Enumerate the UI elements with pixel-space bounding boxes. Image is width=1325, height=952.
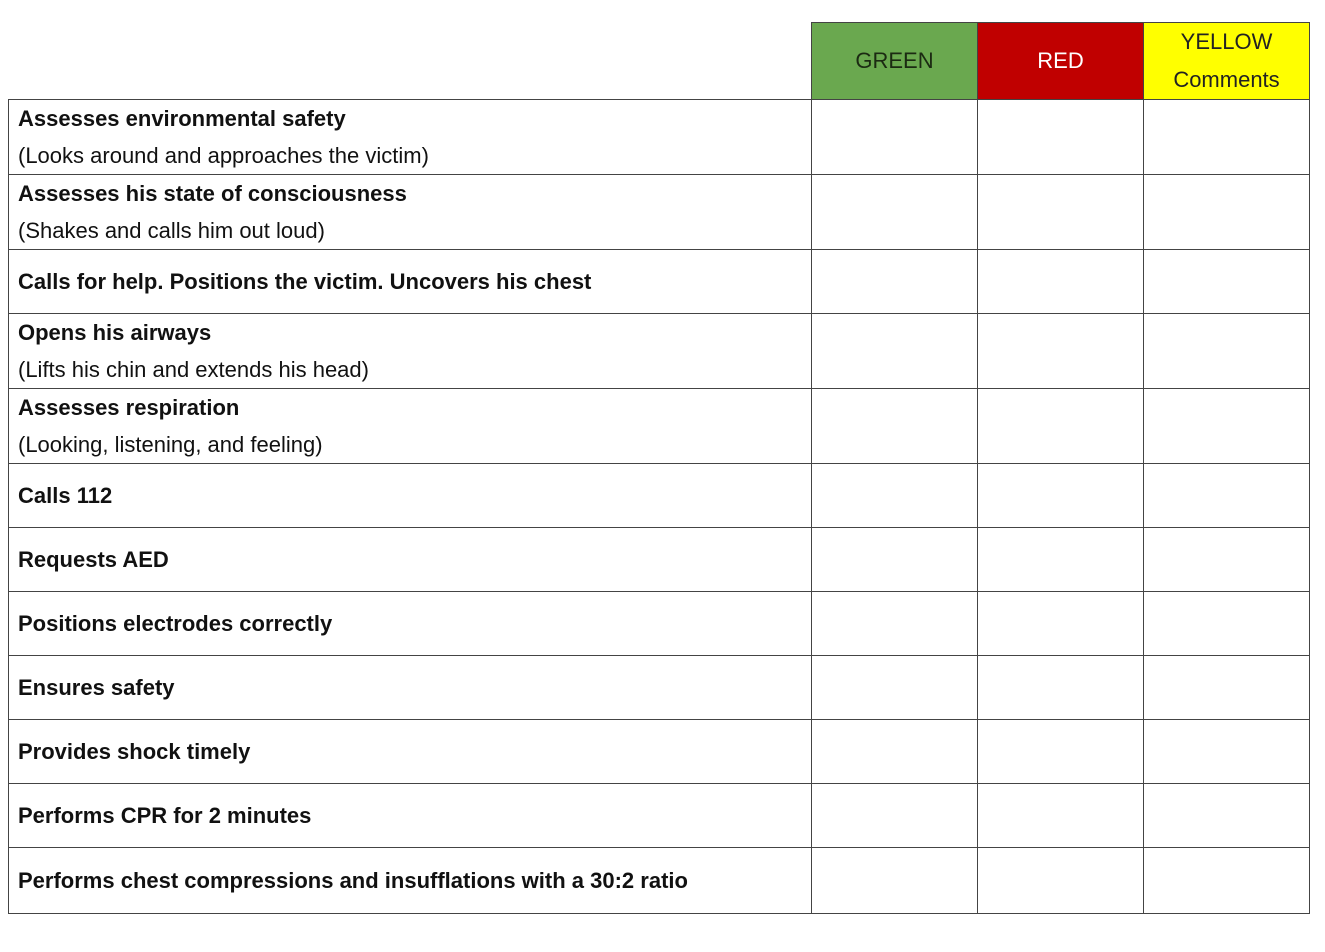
yellow-comment-cell[interactable] <box>1144 656 1310 720</box>
item-title: Calls for help. Positions the victim. Uncovers his chest <box>18 269 592 294</box>
green-cell[interactable] <box>812 656 978 720</box>
red-cell[interactable] <box>978 250 1144 314</box>
item-title: Performs chest compressions and insufflations with a 30:2 ratio <box>18 868 688 893</box>
item-cell <box>9 464 812 528</box>
checklist-row <box>9 314 1310 389</box>
red-cell[interactable] <box>978 100 1144 175</box>
yellow-header-label: YELLOW <box>1180 29 1273 54</box>
item-title: Positions electrodes correctly <box>18 611 333 636</box>
item-title: Assesses his state of consciousness <box>18 181 407 206</box>
green-cell[interactable] <box>812 592 978 656</box>
red-cell[interactable] <box>978 720 1144 784</box>
yellow-comment-cell[interactable] <box>1144 175 1310 250</box>
item-title: Calls 112 <box>18 483 113 508</box>
item-cell <box>9 720 812 784</box>
green-cell[interactable] <box>812 528 978 592</box>
item-title: Requests AED <box>18 547 169 572</box>
blank-header-cell <box>9 23 812 100</box>
checklist-row <box>9 100 1310 175</box>
item-title: Performs CPR for 2 minutes <box>18 803 312 828</box>
item-cell <box>9 314 812 389</box>
item-cell <box>9 389 812 464</box>
item-cell <box>9 100 812 175</box>
item-title: Provides shock timely <box>18 739 251 764</box>
red-cell[interactable] <box>978 389 1144 464</box>
yellow-comment-cell[interactable] <box>1144 464 1310 528</box>
green-cell[interactable] <box>812 389 978 464</box>
item-cell <box>9 592 812 656</box>
yellow-comment-cell[interactable] <box>1144 528 1310 592</box>
yellow-comment-cell[interactable] <box>1144 250 1310 314</box>
checklist-row <box>9 720 1310 784</box>
item-cell <box>9 528 812 592</box>
green-cell[interactable] <box>812 250 978 314</box>
item-detail: (Looking, listening, and feeling) <box>18 432 323 457</box>
green-cell[interactable] <box>812 100 978 175</box>
yellow-comment-cell[interactable] <box>1144 592 1310 656</box>
red-cell[interactable] <box>978 848 1144 914</box>
green-header-label: GREEN <box>855 48 934 73</box>
item-title: Assesses environmental safety <box>18 106 346 131</box>
yellow-comment-cell[interactable] <box>1144 100 1310 175</box>
red-cell[interactable] <box>978 464 1144 528</box>
checklist-row <box>9 175 1310 250</box>
item-detail: (Shakes and calls him out loud) <box>18 218 325 243</box>
green-cell[interactable] <box>812 784 978 848</box>
yellow-column-header <box>1144 23 1310 100</box>
assessment-checklist-table <box>8 22 1310 914</box>
item-cell <box>9 848 812 914</box>
green-cell[interactable] <box>812 464 978 528</box>
red-cell[interactable] <box>978 175 1144 250</box>
green-cell[interactable] <box>812 720 978 784</box>
checklist-row <box>9 528 1310 592</box>
checklist-row <box>9 250 1310 314</box>
item-detail: (Lifts his chin and extends his head) <box>18 357 369 382</box>
checklist-row <box>9 784 1310 848</box>
item-cell <box>9 250 812 314</box>
checklist-row <box>9 848 1310 914</box>
red-column-header <box>978 23 1144 100</box>
item-cell <box>9 175 812 250</box>
yellow-comment-cell[interactable] <box>1144 784 1310 848</box>
item-title: Opens his airways <box>18 320 212 345</box>
checklist-row <box>9 592 1310 656</box>
red-cell[interactable] <box>978 656 1144 720</box>
green-cell[interactable] <box>812 314 978 389</box>
yellow-comment-cell[interactable] <box>1144 314 1310 389</box>
checklist-row <box>9 389 1310 464</box>
red-cell[interactable] <box>978 592 1144 656</box>
yellow-comment-cell[interactable] <box>1144 389 1310 464</box>
checklist-row <box>9 656 1310 720</box>
red-cell[interactable] <box>978 528 1144 592</box>
item-cell <box>9 656 812 720</box>
yellow-header-comments-label: Comments <box>1173 67 1280 92</box>
green-column-header <box>812 23 978 100</box>
green-cell[interactable] <box>812 848 978 914</box>
checklist-row <box>9 464 1310 528</box>
yellow-comment-cell[interactable] <box>1144 720 1310 784</box>
item-title: Assesses respiration <box>18 395 240 420</box>
header-row <box>9 23 1310 100</box>
item-title: Ensures safety <box>18 675 175 700</box>
item-cell <box>9 784 812 848</box>
item-detail: (Looks around and approaches the victim) <box>18 143 429 168</box>
red-cell[interactable] <box>978 314 1144 389</box>
red-header-label: RED <box>1037 48 1084 73</box>
red-cell[interactable] <box>978 784 1144 848</box>
green-cell[interactable] <box>812 175 978 250</box>
yellow-comment-cell[interactable] <box>1144 848 1310 914</box>
